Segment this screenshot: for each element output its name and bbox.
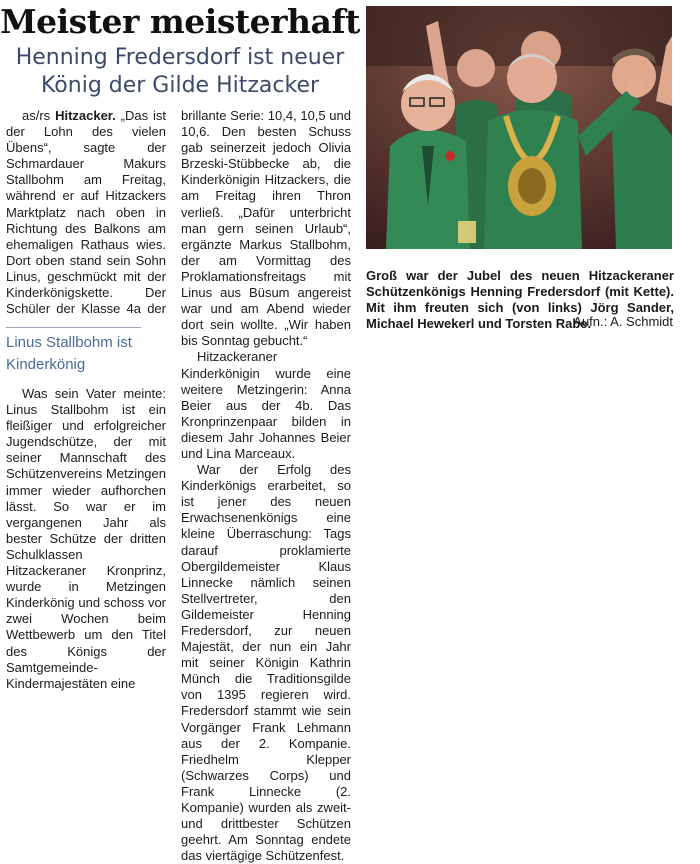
paragraph-2-part-2: brillante Serie: 10,4, 10,5 und 10,6. Den besten Schuss gab seinerzeit jedoch Olivia Brzeski-Stübbecke ab, die Kinderkönigin Hitzackers, die am Freitag ihren Thron verließ. „Dafür unterbricht man gern seinen Urlaub“, ergänzte Markus Stallbohm, der am Vormittag des Proklamationsfreitags mit Linus aus Büsum angereist war und am Abend wieder dort sein wollte. „Wir haben bis Sonntag gebucht.“ <box>181 108 351 349</box>
paragraph-2-part-1: Was sein Vater meinte: Linus Stallbohm ist ein fleißiger und erfolgreicher Jugendschütze, der mit seiner Mannschaft des Schützenvereins Metzingen immer wieder aufhorchen lässt. So war er im vergangenen Jahr als bester Schütze der dritten Schulklassen Hitzackeraner Kronprinz, wurde in Metzingen Kinderkönig und schoss vor zwei Wochen beim Wettbewerb um den Titel des Königs der Samtgemeinde-Kindermajestäten eine <box>6 386 166 691</box>
photo-credit: Aufn.: A. Schmidt <box>573 314 673 329</box>
paragraph-3: Hitzackeraner Kinderkönigin wurde eine weitere Metzingerin: Anna Beier aus der 4b. Das Kronprinzenpaar bilden in diesem Jahr Johannes Beier und Lina Marceaux. <box>181 349 351 461</box>
photo-caption: Groß war der Jubel des neuen Hitzackeraner Schützenkönigs Henning Fredersdorf (mit Kette). Mit ihm freuten sich (von links) Jörg Sander, Michael Hewekerl und Torsten Rabe. <box>366 268 674 332</box>
dateline: Hitzacker. <box>55 108 116 123</box>
lead-text: „Das ist der Lohn des vielen Übens“, sagte der Schmardauer Makurs Stallbohm am Freitag, während er auf Hitzackers Marktplatz nach oben in Richtung des Balkons am ehemaligen Rathaus wies. Dort oben stand sein Sohn Linus, geschmückt mit der Kinderkönigskette. Der Schüler der Klasse 4a der <box>6 108 166 317</box>
paragraph-4: War der Erfolg des Kinderkönigs erarbeitet, so ist jener des neuen Erwachsenenkönigs eine kleine Überraschung: Tags darauf proklamierte Obergildemeister Klaus Linnecke nämlich seinen Stellvertreter, den Gildemeister Henning Fredersdorf, zur neuen Majestät, der nun ein Jahr mit seiner Königin Kathrin Münch die Traditionsgilde von 1395 regieren wird. Fredersdorf stammt wie sein Vorgänger Frank Lehmann aus der 2. Kompanie. Friedhelm Klepper (Schwarzes Corps) und Frank Linnecke (2. Kompanie) wurden als zweit- und drittbester Schützen geehrt. Am Sonntag endete das viertägige Schützenfest. <box>181 462 351 864</box>
headline: Meister meisterhaft <box>0 2 360 41</box>
subheadline-line-1: Henning Fredersdorf ist neuer <box>15 45 345 70</box>
byline: as/rs <box>22 108 51 123</box>
article-column-2 <box>181 108 351 864</box>
photo-illustration <box>366 6 672 249</box>
article-subheading: Linus Stallbohm ist Kinderkönig <box>6 334 132 373</box>
article-column-1 <box>6 108 166 691</box>
section-divider <box>6 327 141 328</box>
subheadline-line-2: König der Gilde Hitzacker <box>40 73 320 98</box>
lead-paragraph <box>6 108 166 317</box>
celebration-photo <box>366 6 672 249</box>
subheadline <box>0 44 360 100</box>
